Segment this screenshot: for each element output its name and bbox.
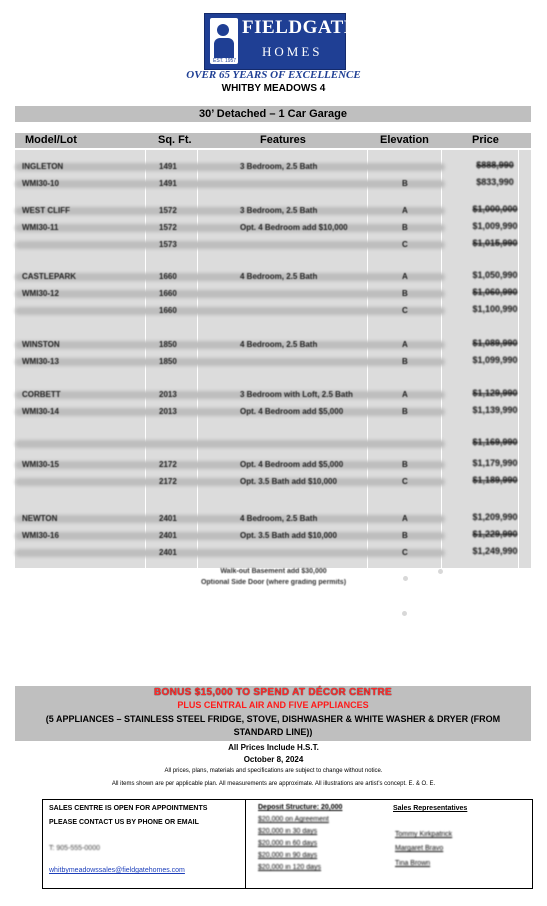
redaction-bar: [15, 341, 445, 349]
redaction-bar: [15, 180, 445, 188]
hst-note: All Prices Include H.S.T.: [228, 743, 319, 752]
redaction-bar: [15, 408, 445, 416]
column-header-features: Features: [260, 134, 306, 146]
project-title: WHITBY MEADOWS 4: [221, 83, 326, 94]
redaction-bar: [15, 290, 445, 298]
cell-sqft: 1660: [159, 289, 177, 298]
redaction-bar: [15, 224, 445, 232]
cell-price: $1,209,990: [472, 512, 518, 522]
cell-price: $1,139,990: [472, 405, 518, 415]
redaction-bar: [15, 391, 445, 399]
product-subtitle: 30’ Detached – 1 Car Garage: [15, 106, 531, 122]
cell-elevation: B: [402, 223, 408, 232]
cell-model: NEWTON: [22, 514, 58, 523]
table-row: [15, 529, 531, 543]
cell-elevation: B: [402, 289, 408, 298]
cell-price: $1,099,990: [472, 355, 518, 365]
cell-price: $1,129,990: [472, 388, 518, 398]
cell-sqft: 1660: [159, 306, 177, 315]
cell-features: Opt. 4 Bedroom add $5,000: [240, 407, 344, 416]
cell-sqft: 2172: [159, 460, 177, 469]
cell-model: WMI30-10: [22, 179, 59, 188]
cell-price: $833,990: [476, 177, 514, 187]
redaction-bar: [15, 478, 445, 486]
redaction-bar: [15, 532, 445, 540]
sales-phone[interactable]: T: 905-555-0000: [49, 845, 100, 852]
cell-sqft: 1850: [159, 357, 177, 366]
cell-sqft: 1572: [159, 206, 177, 215]
deposit-line: $20,000 in 60 days: [258, 840, 318, 847]
table-row: [15, 270, 531, 284]
table-row: [15, 177, 531, 191]
cell-sqft: 2172: [159, 477, 177, 486]
redaction-bar: [15, 163, 445, 171]
column-header-price: Price: [472, 134, 499, 146]
redaction-bar: [15, 440, 445, 448]
artifact-dot: [403, 576, 408, 581]
cell-features: 4 Bedroom, 2.5 Bath: [240, 272, 318, 281]
sales-info-box: [42, 799, 533, 889]
cell-features: 3 Bedroom, 2.5 Bath: [240, 206, 318, 215]
deposit-line: $20,000 in 90 days: [258, 852, 318, 859]
cell-features: Opt. 3.5 Bath add $10,000: [240, 477, 337, 486]
sales-rep-name: Tina Brown: [395, 860, 431, 867]
table-row: [15, 204, 531, 218]
table-row: [15, 287, 531, 301]
sales-rep-name: Margaret Bravo: [395, 845, 444, 852]
cell-elevation: A: [402, 390, 408, 399]
promo-banner: [15, 686, 531, 741]
cell-elevation: A: [402, 514, 408, 523]
cell-price: $1,100,990: [472, 304, 518, 314]
cell-elevation: B: [402, 179, 408, 188]
brand-sub: HOMES: [262, 44, 323, 59]
redaction-bar: [15, 307, 445, 315]
cell-sqft: 1491: [159, 179, 177, 188]
table-row: [15, 475, 531, 489]
sales-open-text: SALES CENTRE IS OPEN FOR APPOINTMENTS: [49, 805, 208, 812]
sales-divider: [245, 800, 246, 888]
sales-reps-title: Sales Representatives: [393, 805, 468, 812]
table-row: [15, 388, 531, 402]
promo-bonus: BONUS $15,000 TO SPEND AT DÉCOR CENTRE: [154, 687, 392, 698]
cell-features: 4 Bedroom, 2.5 Bath: [240, 340, 318, 349]
disclaimer-change: All prices, plans, materials and specifications are subject to change without notice.: [164, 768, 383, 774]
table-row: [15, 238, 531, 252]
tagline: OVER 65 YEARS OF EXCELLENCE: [186, 69, 361, 81]
cell-features: Opt. 4 Bedroom add $5,000: [240, 460, 344, 469]
table-row: [15, 355, 531, 369]
cell-elevation: B: [402, 531, 408, 540]
cell-features: 3 Bedroom, 2.5 Bath: [240, 162, 318, 171]
fieldgate-logo: [204, 13, 358, 70]
cell-model: WMI30-13: [22, 357, 59, 366]
cell-sqft: 2401: [159, 514, 177, 523]
cell-price: $1,179,990: [472, 458, 518, 468]
table-row: [15, 338, 531, 352]
table-row: [15, 546, 531, 560]
cell-sqft: 2401: [159, 531, 177, 540]
cell-price: $1,249,990: [472, 546, 518, 556]
cell-model: WMI30-12: [22, 289, 59, 298]
redaction-bar: [15, 207, 445, 215]
cell-price: $1,015,990: [472, 238, 518, 248]
column-header-elevation: Elevation: [380, 134, 429, 146]
table-row: [15, 221, 531, 235]
cell-model: WINSTON: [22, 340, 60, 349]
cell-sqft: 1573: [159, 240, 177, 249]
sales-contact-text: PLEASE CONTACT US BY PHONE OR EMAIL: [49, 819, 199, 826]
sales-email-link[interactable]: whitbymeadowssales@fieldgatehomes.com: [49, 867, 185, 874]
cell-elevation: C: [402, 240, 408, 249]
column-header-sqft: Sq. Ft.: [158, 134, 192, 146]
redaction-bar: [15, 241, 445, 249]
redaction-bar: [15, 515, 445, 523]
deposit-line: $20,000 on Agreement: [258, 816, 329, 823]
table-row: [15, 437, 531, 451]
artifact-dot: [402, 611, 407, 616]
optional-side-door-note: Optional Side Door (where grading permits): [200, 579, 347, 586]
promo-appliances: (5 APPLIANCES – STAINLESS STEEL FRIDGE, STOVE, DISHWASHER & WHITE WASHER & DRYER (FROM STANDARD LINE)): [45, 714, 501, 737]
table-row: [15, 304, 531, 318]
cell-sqft: 1850: [159, 340, 177, 349]
promo-central-air: PLUS CENTRAL AIR AND FIVE APPLIANCES: [177, 700, 369, 710]
price-date: October 8, 2024: [243, 755, 304, 764]
table-row: [15, 512, 531, 526]
cell-price: $888,990: [476, 160, 514, 170]
redaction-bar: [15, 549, 445, 557]
cell-model: WEST CLIFF: [22, 206, 70, 215]
cell-price: $1,060,990: [472, 287, 518, 297]
cell-elevation: A: [402, 340, 408, 349]
cell-price: $1,089,990: [472, 338, 518, 348]
cell-sqft: 1572: [159, 223, 177, 232]
cell-sqft: 2401: [159, 548, 177, 557]
cell-sqft: 2013: [159, 407, 177, 416]
cell-elevation: C: [402, 548, 408, 557]
cell-features: Opt. 4 Bedroom add $10,000: [240, 223, 348, 232]
cell-model: WMI30-11: [22, 223, 59, 232]
cell-model: WMI30-16: [22, 531, 59, 540]
cell-price: $1,189,990: [472, 475, 518, 485]
deposit-structure-title: Deposit Structure: 20,000: [258, 804, 343, 811]
cell-elevation: B: [402, 460, 408, 469]
cell-sqft: 1660: [159, 272, 177, 281]
brand-name: FIELDGATE: [242, 17, 358, 38]
cell-price: $1,169,990: [472, 437, 518, 447]
redaction-bar: [15, 461, 445, 469]
table-row: [15, 160, 531, 174]
cell-elevation: C: [402, 477, 408, 486]
table-row: [15, 458, 531, 472]
deposit-line: $20,000 in 30 days: [258, 828, 318, 835]
cell-model: WMI30-15: [22, 460, 59, 469]
cell-model: CORBETT: [22, 390, 61, 399]
cell-model: CASTLEPARK: [22, 272, 77, 281]
cell-elevation: B: [402, 407, 408, 416]
cell-model: INGLETON: [22, 162, 64, 171]
walkout-note: Walk-out Basement add $30,000: [220, 568, 327, 575]
redaction-bar: [15, 358, 445, 366]
sales-rep-name: Tommy Kirkpatrick: [395, 831, 453, 838]
cell-price: $1,000,000: [472, 204, 518, 214]
artifact-dot: [438, 569, 443, 574]
column-header-model: Model/Lot: [25, 134, 77, 146]
deposit-panel: [250, 816, 490, 884]
cell-model: WMI30-14: [22, 407, 59, 416]
disclaimer-eoe: All items shown are per applicable plan. All measurements are approximate. All illustrations are artist’s concept. E. & O. E.: [111, 781, 436, 787]
cell-features: 3 Bedroom with Loft, 2.5 Bath: [240, 390, 353, 399]
cell-elevation: C: [402, 306, 408, 315]
cell-features: Opt. 3.5 Bath add $10,000: [240, 531, 337, 540]
redaction-bar: [15, 273, 445, 281]
cell-features: 4 Bedroom, 2.5 Bath: [240, 514, 318, 523]
cell-sqft: 2013: [159, 390, 177, 399]
cell-price: $1,009,990: [472, 221, 518, 231]
table-row: [15, 405, 531, 419]
cell-elevation: B: [402, 357, 408, 366]
cell-sqft: 1491: [159, 162, 177, 171]
column-header-row: [15, 133, 531, 148]
cell-elevation: A: [402, 272, 408, 281]
brand-est: EST. 1957: [213, 58, 237, 64]
cell-price: $1,229,990: [472, 529, 518, 539]
cell-price: $1,050,990: [472, 270, 518, 280]
cell-elevation: A: [402, 206, 408, 215]
deposit-line: $20,000 in 120 days: [258, 864, 322, 871]
